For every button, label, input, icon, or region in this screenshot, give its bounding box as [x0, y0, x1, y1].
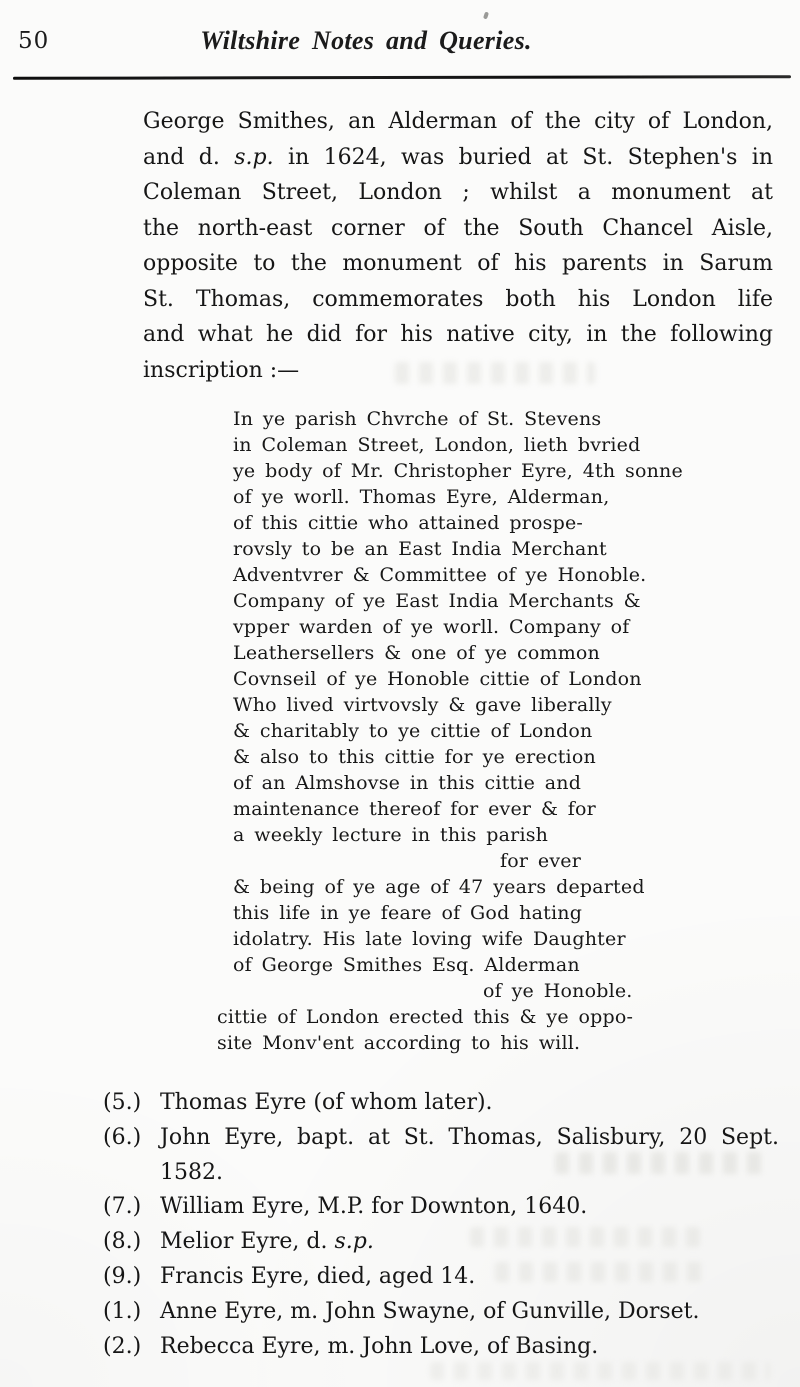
- intro-line: [143, 140, 773, 176]
- inscription-line: idolatry. His late loving wife Daughter: [233, 928, 626, 950]
- inscription-line: site Monv'ent according to his will.: [217, 1032, 581, 1054]
- inscription-line: & charitably to ye cittie of London: [233, 720, 593, 742]
- scan-artifact: [470, 1227, 700, 1247]
- inscription-line: rovsly to be an East India Merchant: [233, 538, 607, 560]
- monument-inscription: [217, 406, 743, 1056]
- inscription-line: for ever: [500, 850, 581, 872]
- inscription-line: in Coleman Street, London, lieth bvried: [233, 434, 641, 456]
- list-item-text: John Eyre, bapt. at St. Thomas, Salisbury, 20 Sept.: [160, 1124, 779, 1150]
- scan-speck: [483, 12, 489, 20]
- inscription-line: of an Almshovse in this cittie and: [233, 772, 582, 794]
- list-item-text-italic: s.p.: [334, 1229, 374, 1255]
- inscription-line: maintenance thereof for ever & for: [233, 798, 596, 820]
- intro-line-italic: s.p.: [234, 144, 274, 170]
- scan-artifact: [495, 1262, 710, 1282]
- list-item: [103, 1295, 779, 1330]
- scan-artifact: [395, 362, 595, 384]
- list-item-text: Melior Eyre, d.: [160, 1229, 335, 1255]
- list-item: [103, 1086, 779, 1121]
- inscription-line: cittie of London erected this & ye oppo-: [217, 1006, 634, 1028]
- intro-line: George Smithes, an Alderman of the city of London,: [143, 109, 773, 134]
- inscription-line: Who lived virtvovsly & gave liberally: [233, 694, 612, 716]
- list-item-text: Anne Eyre, m. John Swayne, of Gunville, Dorset.: [160, 1298, 700, 1324]
- inscription-line: this life in ye feare of God hating: [233, 902, 583, 924]
- inscription-line: of this cittie who attained prospe-: [233, 512, 584, 534]
- children-list: [103, 1086, 779, 1364]
- intro-line: Coleman Street, London ; whilst a monument at: [143, 180, 773, 205]
- intro-line: opposite to the monument of his parents in Sarum: [143, 251, 773, 276]
- page-number: 50: [18, 28, 50, 54]
- intro-line: St. Thomas, commemorates both his London life: [143, 286, 773, 312]
- intro-line-post: in 1624, was buried at St. Stephen's in: [273, 144, 773, 170]
- intro-paragraph: [143, 104, 773, 388]
- inscription-line: of ye Honoble.: [483, 980, 633, 1002]
- inscription-line: & being of ye age of 47 years departed: [233, 876, 645, 898]
- inscription-line: Covnseil of ye Honoble cittie of London: [233, 668, 642, 690]
- list-item-text: Rebecca Eyre, m. John Love, of Basing.: [160, 1333, 599, 1359]
- inscription-line: a weekly lecture in this parish: [233, 824, 549, 846]
- header-rule: [13, 75, 791, 80]
- list-item-text: Francis Eyre, died, aged 14.: [160, 1263, 476, 1289]
- inscription-line: Company of ye East India Merchants &: [233, 590, 641, 612]
- inscription-line: & also to this cittie for ye erection: [233, 746, 596, 768]
- list-item-number: (9.): [103, 1263, 142, 1289]
- intro-line: inscription :—: [143, 357, 300, 383]
- inscription-line: Adventvrer & Committee of ye Honoble.: [233, 564, 647, 586]
- list-item-number: (6.): [103, 1124, 142, 1150]
- list-item: [103, 1190, 779, 1225]
- list-item: [103, 1121, 779, 1156]
- list-item-continuation-text: 1582.: [160, 1159, 223, 1185]
- running-title: Wiltshire Notes and Queries.: [200, 26, 532, 55]
- inscription-line: ye body of Mr. Christopher Eyre, 4th sonne: [233, 460, 683, 482]
- inscription-line: of ye worll. Thomas Eyre, Alderman,: [233, 486, 610, 508]
- list-item-number: (1.): [103, 1298, 142, 1324]
- list-item-number: (2.): [103, 1333, 142, 1359]
- inscription-line: of George Smithes Esq. Alderman: [233, 954, 580, 976]
- inscription-line: vpper warden of ye worll. Company of: [233, 616, 630, 638]
- scan-artifact: [430, 1362, 770, 1380]
- list-item-text: Thomas Eyre (of whom later).: [160, 1090, 493, 1115]
- list-item: [103, 1330, 779, 1365]
- inscription-line: In ye parish Chvrche of St. Stevens: [233, 408, 602, 430]
- list-item-number: (5.): [103, 1090, 142, 1115]
- intro-line: and what he did for his native city, in the following: [143, 322, 773, 347]
- intro-line-pre: and d.: [143, 144, 235, 170]
- list-item-number: (8.): [103, 1229, 142, 1255]
- scan-artifact: [555, 1152, 770, 1174]
- inscription-line: Leathersellers & one of ye common: [233, 642, 600, 664]
- intro-line: the north-east corner of the South Chancel Aisle,: [143, 215, 773, 241]
- list-item-number: (7.): [103, 1194, 142, 1220]
- list-item-text: William Eyre, M.P. for Downton, 1640.: [160, 1194, 588, 1220]
